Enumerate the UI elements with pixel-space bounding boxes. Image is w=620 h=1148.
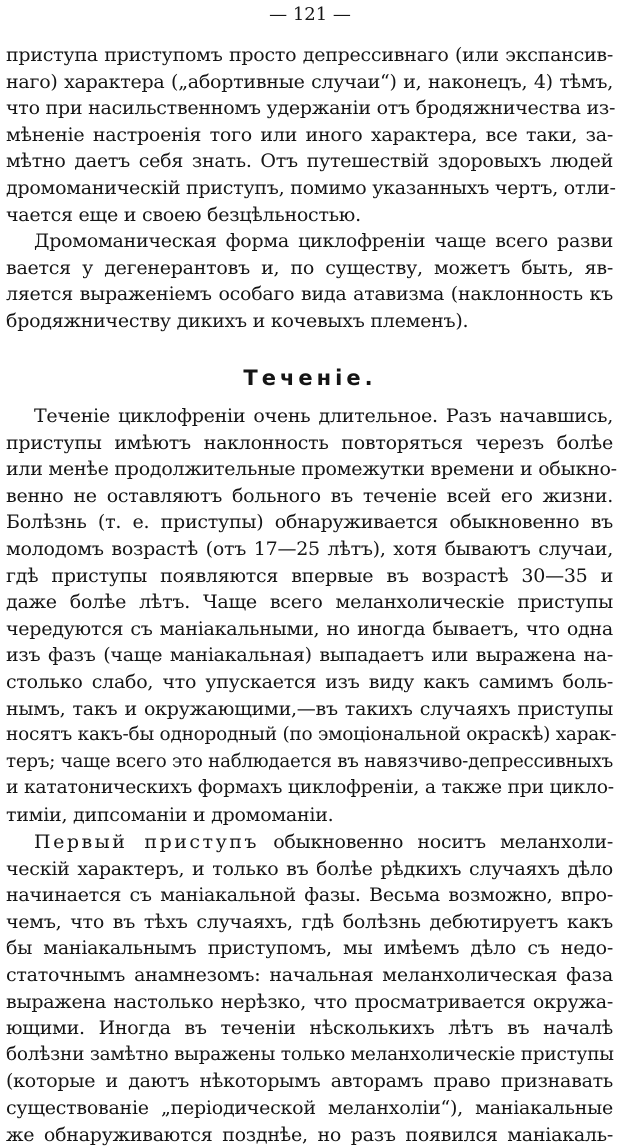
text-line: ющими. Иногда въ теченіи нѣсколькихъ лѣтъ въ началѣ [6, 1017, 613, 1040]
text-line: носятъ какъ-бы однородный (по эмоціональной окраскѣ) харак- [6, 724, 617, 746]
text-line: что при насильственномъ удержаніи отъ бродяжничества из- [6, 97, 616, 120]
text-line: нымъ, такъ и окружающими,—въ такихъ случаяхъ приступы [6, 697, 613, 720]
text-line: статочнымъ анамнезомъ: начальная меланхолическая фаза [6, 963, 613, 986]
text-line: чается еще и своею безцѣльностью. [6, 203, 361, 226]
text-line: вается у дегенерантовъ и, по существу, можетъ быть, яв- [6, 256, 613, 279]
text-line: начинается съ маніакальной фазы. Весьма возможно, впро- [6, 884, 613, 907]
text-line: теръ; чаще всего это наблюдается въ навязчиво-депрессивныхъ [6, 750, 614, 772]
text-line: и кататоническихъ формахъ циклофреніи, а также при циклo- [6, 777, 614, 799]
text-line: мѣненіе настроенія того или иного характера, все таки, за- [6, 123, 613, 146]
text-line: даже болѣе лѣтъ. Чаще всего меланхолическіе приступы [6, 591, 613, 614]
text-line: дромоманическій приступъ, помимо указанныхъ чертъ, отли- [6, 176, 616, 199]
text-line: венно не оставляютъ больного въ теченіе всей его жизни. [6, 484, 613, 507]
text-line: Теченіе циклофреніи очень длительное. Разъ начавшись, [34, 405, 613, 427]
paragraph-2 [0, 228, 620, 334]
text-line: изъ фазъ (чаще маніакальная) выпадаетъ или выражена на- [6, 644, 613, 667]
spaced-phrase: Первый приступъ [34, 831, 259, 853]
paragraph-3 [0, 403, 620, 829]
text-line: наго) характера („абортивные случаи“) и, наконецъ, 4) тѣмъ, [6, 70, 613, 93]
text-line: же обнаруживаются позднѣе, но разъ появился маніакаль- [6, 1123, 613, 1146]
text-line: тиміи, дипсоманіи и дромоманіи. [6, 803, 334, 826]
text-line: (которые и даютъ нѣкоторымъ авторамъ право признавать [6, 1070, 613, 1093]
text-line: приступа приступомъ просто депрессивнаго (или экспансив- [6, 44, 613, 66]
text-line: бы маніакальнымъ приступомъ, мы имѣемъ дѣло съ недо- [6, 937, 613, 960]
text-line [0, 829, 620, 856]
text-line: ческій характеръ, и только въ болѣе рѣдкихъ случаяхъ дѣло [6, 857, 613, 880]
paragraph-1 [0, 42, 620, 228]
text-line: чемъ, что въ тѣхъ случаяхъ, гдѣ болѣзнь дебютируетъ какъ [6, 910, 613, 933]
text-line: Дромоманическая форма циклофреніи чаще всего разви [34, 230, 613, 252]
text-line: приступы имѣютъ наклонность повторяться черезъ болѣе [6, 431, 613, 454]
text-line: ляется выраженіемъ особаго вида атавизма (наклонность къ [6, 283, 613, 306]
text-line: существованіе „періодической меланхоліи“), маніакальные [6, 1096, 613, 1119]
text-line: или менѣе продолжительные промежутки времени и обыкно- [6, 458, 617, 481]
page-number: — 121 — [269, 4, 351, 25]
text-span: обыкновенно носитъ меланхоли- [273, 831, 613, 853]
section-heading: Теченіе. [243, 366, 377, 390]
text-line: столько слабо, что упускается изъ виду какъ самимъ боль- [6, 670, 613, 693]
text-line: выражена настолько нерѣзко, что просматривается окружа- [6, 990, 613, 1013]
text-line: болѣзни замѣтно выражены только меланхолическіе приступы [6, 1043, 614, 1065]
paragraph-4 [0, 829, 620, 1148]
text-line: гдѣ приступы появляются впервые въ возрастѣ 30—35 и [6, 564, 613, 587]
text-line: молодомъ возрастѣ (отъ 17—25 лѣтъ), хотя бываютъ случаи, [6, 537, 613, 560]
text-line: чередуются съ маніакальными, но иногда бываетъ, что одна [6, 617, 613, 640]
text-line: бродяжничеству дикихъ и кочевыхъ племенъ). [6, 309, 469, 332]
text-line: мѣтно даетъ себя знать. Отъ путешествій здоровыхъ людей [6, 150, 613, 173]
text-line: Болѣзнь (т. е. приступы) обнаруживается обыкновенно въ [6, 511, 613, 534]
